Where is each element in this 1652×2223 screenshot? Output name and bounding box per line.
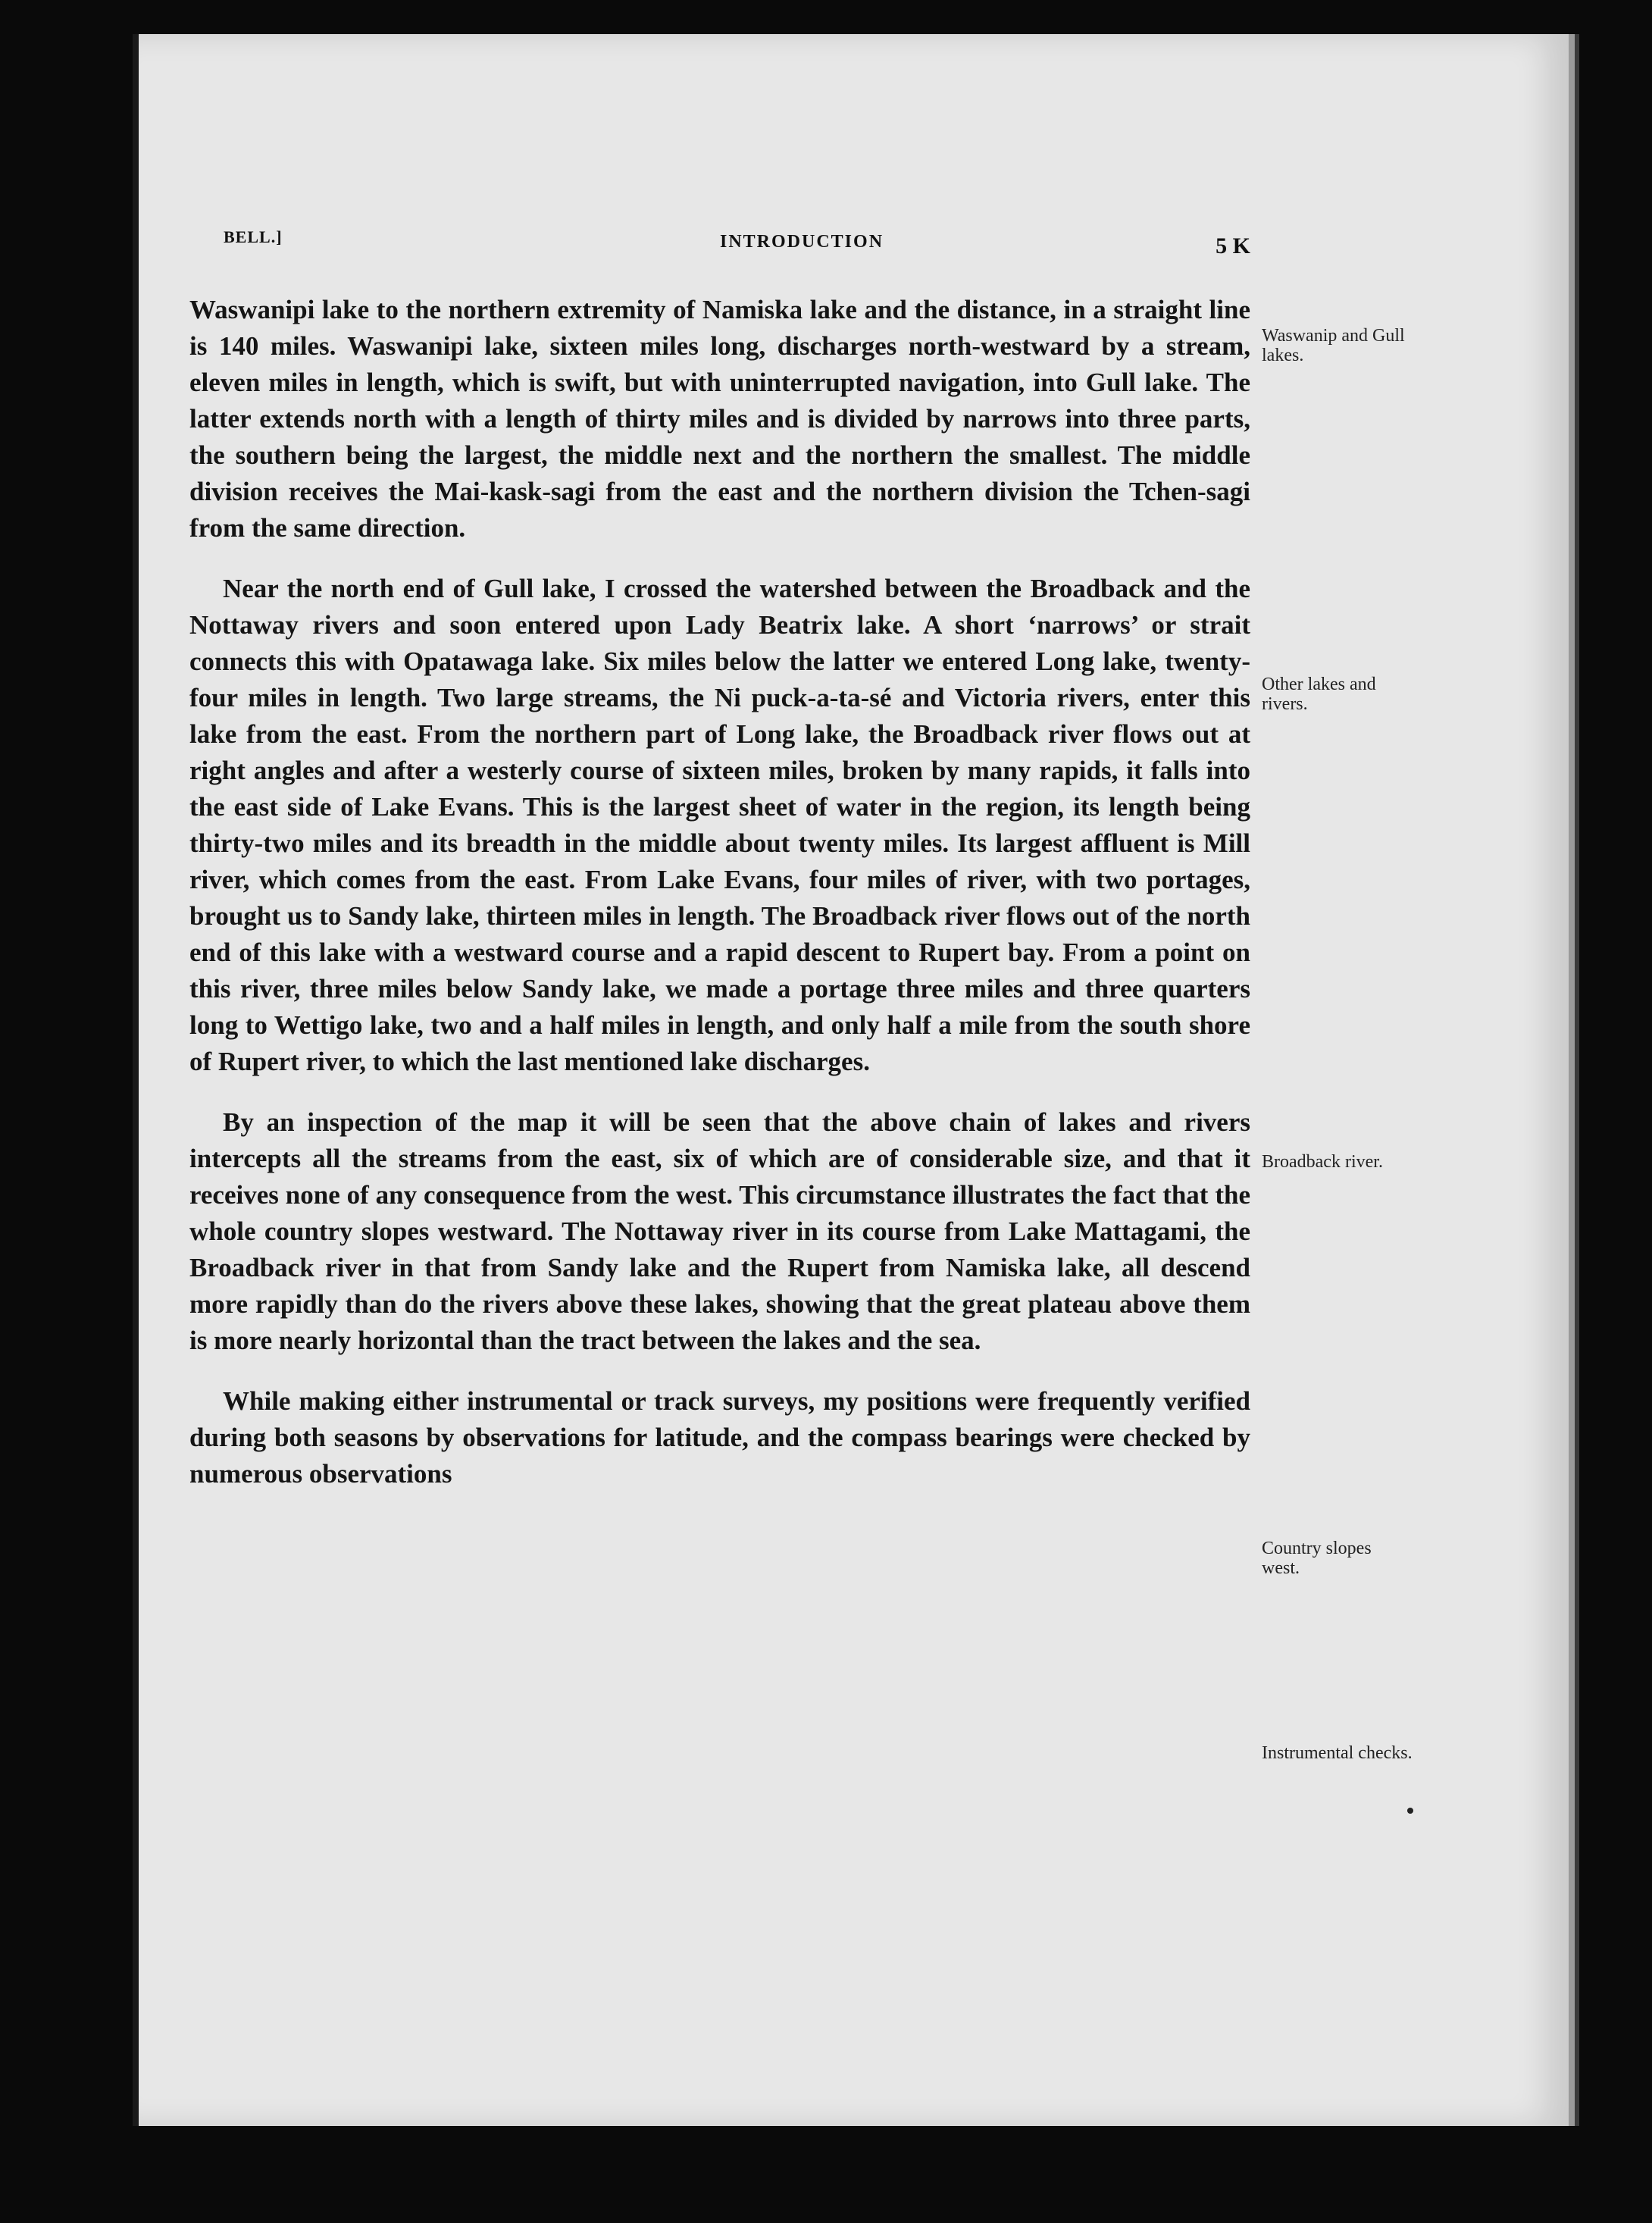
header-title: INTRODUCTION — [720, 232, 884, 252]
margin-note-other-lakes: Other lakes and rivers. — [1262, 675, 1376, 714]
gutter-shadow — [133, 34, 139, 2126]
header-author: BELL.] — [224, 227, 283, 246]
paragraph-4: While making either instrumental or track surveys, my positions were frequently verified during both seasons by observations for latitude, and the compass bearings were checked by numerous observations — [189, 1386, 1250, 1489]
page-edge — [1575, 34, 1579, 2126]
running-header — [224, 227, 1250, 265]
margin-note-instrumental: Instrumental checks. — [1262, 1743, 1413, 1763]
paragraph-1: Waswanipi lake to the northern extremity of Namiska lake and the distance, in a straight line is 140 miles. Waswanipi lake, sixteen miles long, discharges north-westward by a stream, eleven miles in length, which is swift, but with uninterrupted navigation, into Gull lake. The latter extends north with a length of thirty miles and is divided by narrows into three parts, the southern being the largest, the middle next and the northern the smallest. The middle division receives the Mai-kask-sagi from the east and the northern division the Tchen-sagi from the same direction. — [189, 295, 1250, 543]
ink-dot — [1407, 1808, 1413, 1814]
margin-note-broadback: Broadback river. — [1262, 1152, 1383, 1172]
body-text — [189, 292, 1250, 1517]
paragraph-3: By an inspection of the map it will be seen that the above chain of lakes and rivers intercepts all the streams from the east, six of which are of considerable size, and that it receives none of any consequence from the west. This circumstance illustrates the fact that the whole country slopes westward. The Nottaway river in its course from Lake Mattagami, the Broadback river in that from Sandy lake and the Rupert from Namiska lake, all descend more rapidly than do the rivers above these lakes, showing that the great plateau above them is more nearly horizontal than the tract between the lakes and the sea. — [189, 1107, 1250, 1355]
page-number: 5 K — [1216, 233, 1250, 258]
margin-note-country-slopes: Country slopes west. — [1262, 1539, 1372, 1578]
margin-note-waswanipi: Waswanip and Gull lakes. — [1262, 326, 1405, 365]
paragraph-2: Near the north end of Gull lake, I crossed the watershed between the Broadback and the Nottaway rivers and soon entered upon Lady Beatrix lake. A short ‘narrows’ or strait connects this with Opatawaga lake. Six miles below the latter we entered Long lake, twenty-four miles in length. Two large streams, the Ni puck-a-ta-sé and Victoria rivers, enter this lake from the east. From the northern part of Long lake, the Broadback river flows out at right angles and after a westerly course of sixteen miles, broken by many rapids, it falls into the east side of Lake Evans. This is the largest sheet of water in the region, its length being thirty-two miles and its breadth in the middle about twenty miles. Its largest affluent is Mill river, which comes from the east. From Lake Evans, four miles of river, with two portages, brought us to Sandy lake, thirteen miles in length. The Broadback river flows out of the north end of this lake with a westward course and a rapid descent to Rupert bay. From a point on this river, three miles below Sandy lake, we made a portage three miles and three quarters long to Wettigo lake, two and a half miles in length, and only half a mile from the south shore of Rupert river, to which the last mentioned lake discharges. — [189, 574, 1250, 1076]
